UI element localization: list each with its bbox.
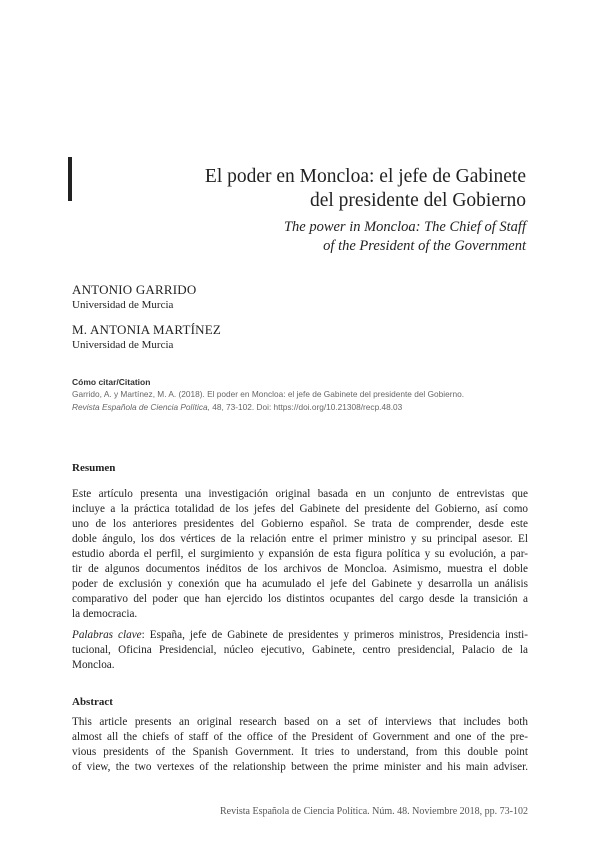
article-title-block	[90, 165, 526, 256]
author-affiliation: Universidad de Murcia	[72, 299, 174, 311]
keywords-text: : España, jefe de Gabinete de presidentes y primeros ministros, Presidencia insti-	[141, 629, 528, 641]
abstract-line: This article presents an original research based on a set of interviews that includes both	[72, 716, 528, 728]
resumen-line: comparativo del poder que han ejercido los distintos ocupantes del cargo desde la transición a	[72, 593, 528, 605]
title-accent-bar	[68, 157, 72, 201]
keywords-line: Moncloa.	[72, 659, 115, 671]
title-english-line: The power in Moncloa: The Chief of Staff	[283, 219, 526, 235]
article-title-english	[90, 218, 526, 256]
citation-doi: 48, 73-102. Doi: https://doi.org/10.21308/recp.48.03	[209, 401, 403, 412]
author-name: ANTONIO GARRIDO	[72, 282, 197, 297]
resumen-paragraph	[72, 487, 528, 622]
authors-block	[72, 282, 532, 362]
resumen-line: Este artículo presenta una investigación original basada en un conjunto de entrevistas que	[72, 488, 528, 500]
author-affiliation: Universidad de Murcia	[72, 339, 174, 351]
citation-block	[72, 376, 532, 413]
resumen-line: estudio aborda el perfil, el surgimiento y expansión de esta figura política y su evolución, a par-	[72, 548, 528, 560]
title-line: El poder en Moncloa: el jefe de Gabinete	[204, 166, 526, 187]
author-name: M. ANTONIA MARTÍNEZ	[72, 322, 222, 337]
resumen-line: doble ángulo, los dos vértices de la relación entre el primer ministro y su principal asesor. El	[72, 533, 528, 545]
keywords-line: tucional, Oficina Presidencial, núcleo ejecutivo, Gabinete, centro presidencial, Palacio de la	[72, 644, 528, 656]
resumen-heading: Resumen	[72, 462, 116, 474]
keywords-line	[72, 628, 528, 643]
keywords-paragraph	[72, 628, 528, 673]
title-line: del presidente del Gobierno	[309, 190, 526, 211]
title-english-line: of the President of the Government	[323, 238, 526, 254]
abstract-line: almost all the chiefs of staff of the office of the President of Government and one of the pre-	[72, 731, 528, 743]
page-footer: Revista Española de Ciencia Política. Núm. 48. Noviembre 2018, pp. 73-102	[220, 806, 528, 817]
keywords-label: Palabras clave	[72, 629, 142, 641]
abstract-heading: Abstract	[72, 696, 113, 708]
citation-line	[72, 401, 532, 414]
citation-heading: Cómo citar/Citation	[72, 377, 151, 387]
abstract-line: vious presidents of the Spanish Government. It tries to understand, from this double point	[72, 746, 528, 758]
abstract-line: of view, the two vertexes of the relationship between the prime minister and his main adviser.	[72, 761, 528, 773]
resumen-line: tir de algunos documentos inéditos de los archivos de Moncloa. Asimismo, muestra el doble	[72, 563, 528, 575]
resumen-line: uno de los anteriores presidentes del Gobierno español. Se trata de comprender, desde este	[72, 518, 528, 530]
article-title	[90, 165, 526, 213]
citation-journal: Revista Española de Ciencia Política,	[72, 401, 210, 412]
resumen-line: la democracia.	[72, 608, 138, 620]
abstract-paragraph	[72, 715, 528, 775]
resumen-line: incluye a la práctica totalidad de los jefes del Gabinete del presidente del Gobierno, así como	[72, 503, 528, 515]
resumen-line: poder de exclusión y conexión que ha acumulado el jefe del Gabinete y desarrolla un análisis	[72, 578, 528, 590]
citation-line: Garrido, A. y Martínez, M. A. (2018). El poder en Moncloa: el jefe de Gabinete del presidente del Gobierno.	[72, 389, 465, 399]
